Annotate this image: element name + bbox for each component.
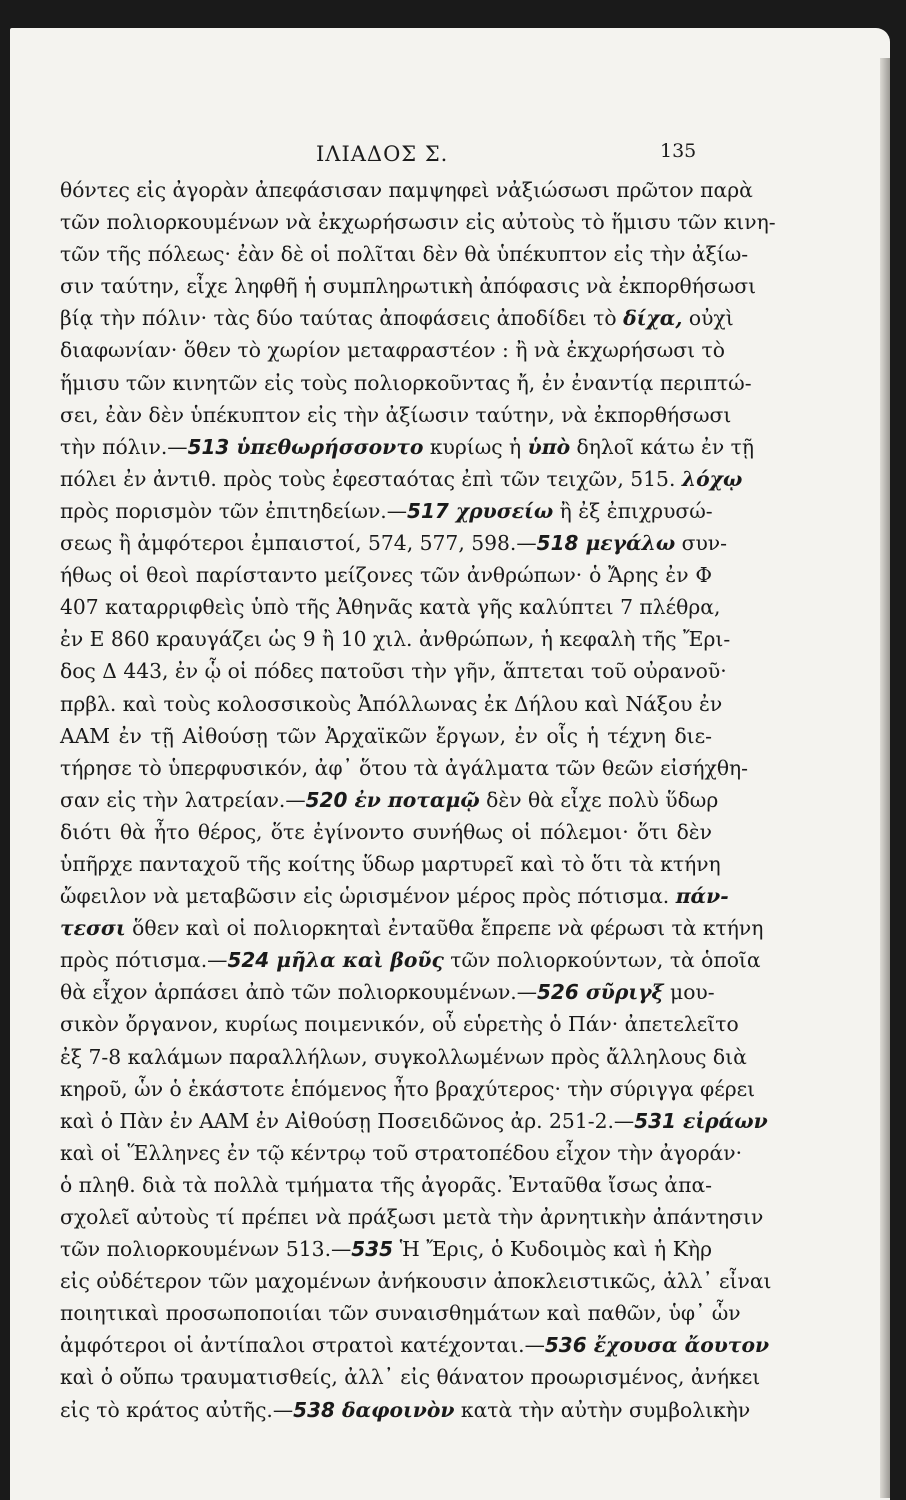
text-line [60,591,721,623]
text-segment: ὑπῆρχε πανταχοῦ τῆς κοίτης ὕδωρ μαρτυρεῖ καὶ τὸ ὅτι τὰ κτήνη [60,851,721,876]
verse-number: 517 [407,498,449,523]
text-segment: 407 καταρριφθεὶς ὑπὸ τῆς Ἀθηνᾶς κατὰ γῆς καλύπτει 7 πλέθρα, [60,595,721,620]
text-segment: ἢ ἐξ ἐπιχρυσώ- [553,498,713,523]
text-line [60,270,757,302]
lemma: λόχῳ [681,466,743,491]
text-segment: καὶ οἱ Ἕλληνες ἐν τῷ κέντρῳ τοῦ στρατοπέδου εἶχον τὴν ἀγοράν· [60,1140,743,1165]
text-line [60,495,712,527]
page-edge [880,58,890,1498]
text-segment: εἰς τὸ κράτος αὐτῆς.— [60,1397,294,1422]
text-line [60,399,732,431]
text-line [60,1233,712,1265]
lemma: ὑπεθωρήσσοντο [229,434,424,459]
text-segment: θὰ εἶχον ἁρπάσει ἀπὸ τῶν πολιορκουμένων.— [60,980,538,1005]
lemma: σῦριγξ [578,980,664,1005]
lemma: ὑπὸ [527,434,571,459]
text-segment: πόλει ἐν ἀντιθ. πρὸς τοὺς ἐφεσταότας ἐπὶ τῶν τειχῶν, 515. [60,466,682,491]
text-segment: κηροῦ, ὧν ὁ ἑκάστοτε ἑπόμενος ἦτο βραχύτερος· τὴν σύριγγα φέρει [60,1076,756,1101]
lemma: τεσσι [60,916,126,941]
text-segment: ποιητικαὶ προσωποποιίαι τῶν συναισθημάτων καὶ παθῶν, ὑφ᾽ ὧν [60,1301,741,1326]
verse-number: 520 [305,787,348,812]
verse-number: 524 [227,948,270,973]
page-number: 135 [660,140,697,162]
lemma: εἰράων [675,1108,768,1133]
text-line [60,1361,761,1393]
text-segment: σαν εἰς τὴν λατρείαν.— [60,787,306,812]
verse-number: 513 [187,434,230,459]
text-segment: σει, ἐὰν δὲν ὑπέκυπτον εἰς τὴν ἀξίωσιν ταύτην, νὰ ἐκπορθήσωσι [60,402,732,427]
text-segment: ἐν Ε 860 κραυγάζει ὡς 9 ἢ 10 χιλ. ἀνθρώπων, ἡ κεφαλὴ τῆς Ἔρι- [60,627,731,652]
lemma: μεγάλω [578,531,676,556]
text-segment: πρβλ. καὶ τοὺς κολοσσικοὺς Ἀπόλλωνας ἐκ Δήλου καὶ Νάξου ἐν [60,691,723,716]
verse-number: 526 [537,980,579,1005]
text-segment: ὅθεν καὶ οἱ πολιορκηταὶ ἐνταῦθα ἔπρεπε νὰ φέρωσι τὰ κτήνη [125,916,764,941]
text-line [60,367,752,399]
text-segment: σεως ἢ ἀμφότεροι ἐμπαιστοί, 574, 577, 598.— [60,531,537,556]
text-line [60,1329,770,1361]
verse-number: 535 [351,1237,394,1262]
text-segment: ἐξ 7-8 καλάμων παραλλήλων, συγκολλωμένων πρὸς ἄλληλους διὰ [60,1044,747,1069]
text-line [60,880,729,912]
text-line [60,1137,743,1169]
lemma: δίχα, [623,306,683,331]
text-line [60,527,727,559]
text-segment: ὤφειλον νὰ μεταβῶσιν εἰς ὡρισμένον μέρος πρὸς πότισμα. [60,884,676,909]
text-line [60,944,761,976]
text-segment: καὶ ὁ Πὰν ἐν ΑΑΜ ἐν Αἰθούσῃ Ποσειδῶνος ἀρ. 251-2.— [60,1108,635,1133]
text-line [60,912,764,944]
lemma: ἔχουσα ἄουτον [586,1333,770,1358]
text-line [60,976,715,1008]
text-line [60,1297,741,1329]
text-segment: τήρησε τὸ ὑπερφυσικόν, ἀφ᾽ ὅτου τὰ ἀγάλματα τῶν θεῶν εἰσήχθη- [60,755,749,780]
text-segment: βίᾳ τὴν πόλιν· τὰς δύο ταύτας ἀποφάσεις ἀποδίδει τὸ [60,306,624,331]
text-segment: τῶν πολιορκουμένων 513.— [60,1237,352,1262]
lemma: πάν- [675,884,729,909]
text-segment: ἥμισυ τῶν κινητῶν εἰς τοὺς πολιορκοῦντας ἤ, ἐν ἐναντίᾳ περιπτώ- [60,370,752,395]
lemma: δαφοινὸν [334,1397,455,1422]
text-line [60,1394,751,1426]
text-segment: δὲν θὰ εἶχε πολὺ ὕδωρ [479,787,719,812]
text-line [60,655,727,687]
text-line [60,1041,747,1073]
text-segment: δος Δ 443, ἐν ᾧ οἱ πόδες πατοῦσι τὴν γῆν, ἅπτεται τοῦ οὐρανοῦ· [60,659,727,684]
text-segment: Ἡ Ἔρις, ὁ Κυδοιμὸς καὶ ἡ Κὴρ [393,1237,712,1262]
text-segment: τῶν πολιορκούντων, τὰ ὁποῖα [443,948,761,973]
text-line [60,174,753,206]
verse-number: 536 [544,1333,587,1358]
text-segment: διότι θὰ ἦτο θέρος, ὅτε ἐγίνοντο συνήθως οἱ πόλεμοι· ὅτι δὲν [60,819,712,844]
text-segment: διαφωνίαν· ὅθεν τὸ χωρίον μεταφραστέον : ἢ νὰ ἐκχωρήσωσι τὸ [60,338,725,363]
running-title: ΙΛΙΑΔΟΣ Σ. [316,142,449,166]
text-line [60,752,749,784]
text-line [60,463,743,495]
verse-number: 538 [293,1397,335,1422]
text-line [60,334,725,366]
text-line [60,1169,712,1201]
text-line [60,1008,739,1040]
verse-number: 531 [634,1108,676,1133]
text-line [60,1105,768,1137]
text-segment: τῶν πολιορκουμένων νὰ ἐκχωρήσωσιν εἰς αὐτοὺς τὸ ἥμισυ τῶν κινη- [60,210,776,235]
text-line [60,816,712,848]
text-segment: θόντες εἰς ἀγορὰν ἀπεφάσισαν παμψηφεὶ νἀξιώσωσι πρῶτον παρὰ [60,178,753,202]
text-segment: κατὰ τὴν αὐτὴν συμβολικὴν [454,1397,751,1422]
text-line [60,1265,772,1297]
verse-number: 518 [536,531,579,556]
text-line [60,431,754,463]
text-segment: σικὸν ὄργανον, κυρίως ποιμενικόν, οὗ εὑρετὴς ὁ Πάν· ἀπετελεῖτο [60,1012,739,1037]
text-segment: τῶν τῆς πόλεως· ἐὰν δὲ οἱ πολῖται δὲν θὰ ὑπέκυπτον εἰς τὴν ἀξίω- [60,242,749,267]
body-text [60,174,776,1426]
text-segment: μου- [663,980,715,1005]
text-segment: σιν ταύτην, εἶχε ληφθῆ ἡ συμπληρωτικὴ ἀπόφασις νὰ ἐκπορθήσωσι [60,274,757,299]
text-segment: καὶ ὁ οὔπω τραυματισθείς, ἀλλ᾽ εἰς θάνατον προωρισμένος, ἀνήκει [60,1365,761,1390]
text-segment: κυρίως ἡ [423,434,528,459]
text-line [60,1073,756,1105]
lemma: μῆλα καὶ βοῦς [269,948,444,973]
text-line [60,623,731,655]
text-line [60,784,719,816]
text-segment: πρὸς πορισμὸν τῶν ἐπιτηδείων.— [60,498,408,523]
text-segment: σχολεῖ αὐτοὺς τί πρέπει νὰ πράξωσι μετὰ τὴν ἀρνητικὴν ἀπάντησιν [60,1205,764,1229]
text-segment: πρὸς πότισμα.— [60,948,228,973]
text-segment: εἰς οὐδέτερον τῶν μαχομένων ἀνήκουσιν ἀποκλειστικῶς, ἀλλ᾽ εἶναι [60,1269,772,1294]
text-segment: δηλοῖ κάτω ἐν τῇ [570,434,754,459]
text-line [60,720,712,752]
text-segment: οὐχὶ [682,306,734,331]
text-line [60,688,723,720]
text-line [60,848,721,880]
page-header [0,136,906,172]
text-line [60,238,749,270]
text-segment: ήθως οἱ θεοὶ παρίσταντο μείζονες τῶν ἀνθρώπων· ὁ Ἄρης ἐν Φ [60,563,712,588]
lemma: χρυσείω [448,498,554,523]
text-segment: ἀμφότεροι οἱ ἀντίπαλοι στρατοὶ κατέχονται.— [60,1333,545,1358]
text-line [60,559,712,591]
lemma: ἐν ποταμῷ [347,787,480,812]
text-line [60,302,734,334]
text-segment: ΑΑΜ ἐν τῇ Αἰθούσῃ τῶν Ἀρχαϊκῶν ἔργων, ἐν οἷς ἡ τέχνη διε- [60,723,712,748]
text-line [60,206,776,238]
text-segment: τὴν πόλιν.— [60,434,188,459]
text-segment: ὁ πληθ. διὰ τὰ πολλὰ τμήματα τῆς ἀγορᾶς. Ἐνταῦθα ἴσως ἀπα- [60,1172,712,1197]
text-line [60,1201,764,1233]
text-segment: συν- [675,531,727,556]
